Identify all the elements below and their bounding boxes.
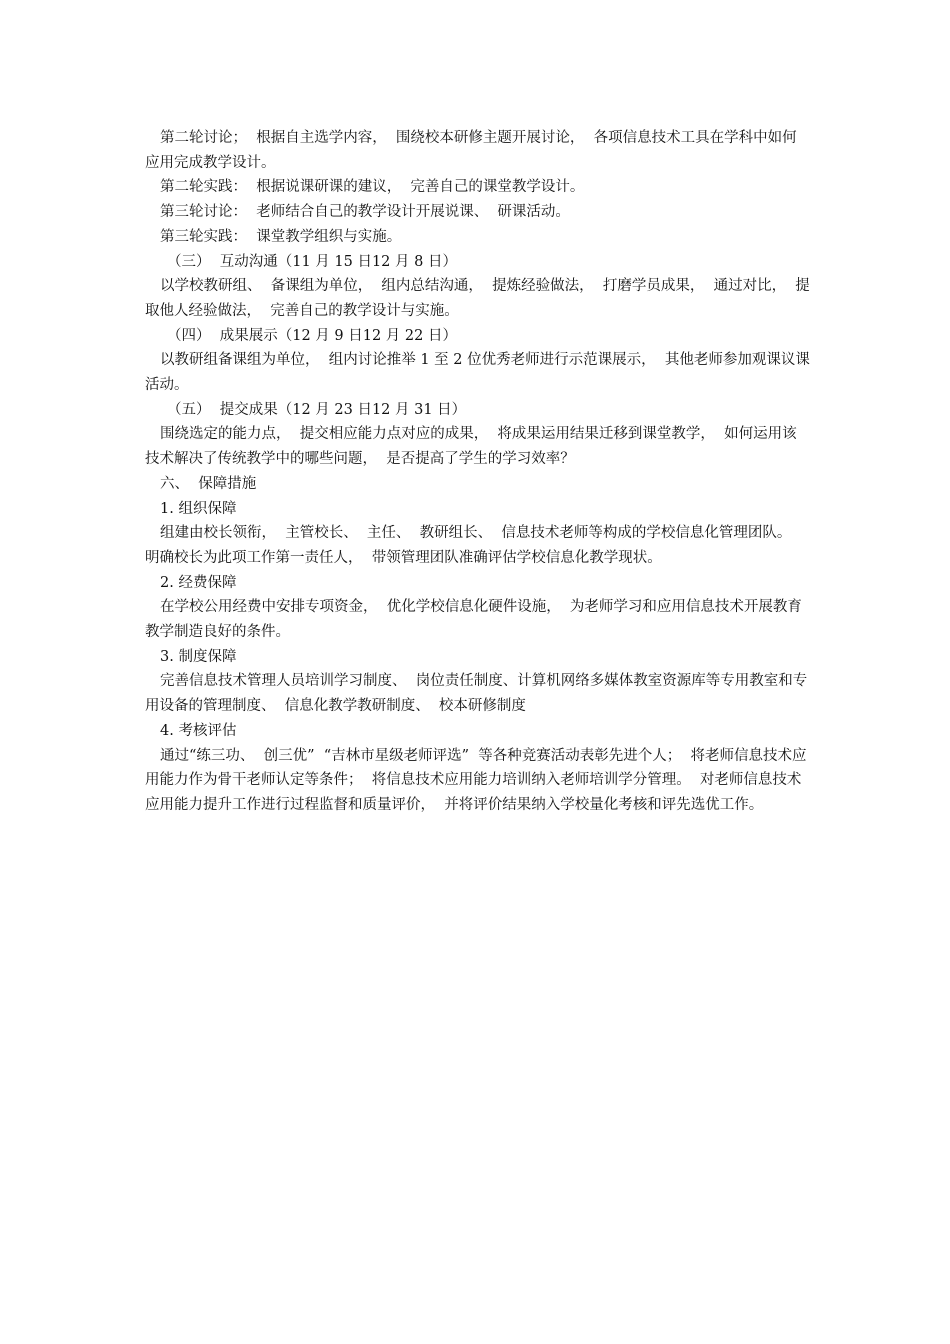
subsection-heading: 1. 组织保障	[160, 500, 237, 517]
section-heading: （五） 提交成果（12 月 23 日12 月 31 日）	[167, 401, 467, 418]
paragraph: 完善信息技术管理人员培训学习制度、 岗位责任制度、计算机网络多媒体教室资源库等专用教室和专用设备的管理制度、 信息化教学教研制度、 校本研修制度	[145, 673, 808, 715]
subsection-heading: 4. 考核评估	[160, 722, 237, 739]
subsection-heading: 2. 经费保障	[160, 574, 237, 591]
section-heading: （三） 互动沟通（11 月 15 日12 月 8 日）	[167, 253, 457, 270]
paragraph: 第三轮实践： 课堂教学组织与实施。	[160, 228, 402, 245]
paragraph: 围绕选定的能力点， 提交相应能力点对应的成果， 将成果运用结果迁移到课堂教学， 如何运用该技术解决了传统教学中的哪些问题， 是否提高了学生的学习效率？	[145, 426, 797, 468]
paragraph: 以学校教研组、 备课组为单位， 组内总结沟通， 提炼经验做法， 打磨学员成果， 通过对比， 提取他人经验做法， 完善自己的教学设计与实施。	[145, 278, 810, 319]
subsection-heading: 3. 制度保障	[160, 648, 237, 665]
paragraph: 第二轮讨论； 根据自主选学内容， 围绕校本研修主题开展讨论， 各项信息技术工具在学科中如何应用完成教学设计。	[145, 130, 797, 171]
paragraph: 组建由校长领衔， 主管校长、 主任、 教研组长、 信息技术老师等构成的学校信息化管理团队。 明确校长为此项工作第一责任人， 带领管理团队准确评估学校信息化教学现状。	[145, 525, 801, 566]
paragraph: 通过“练三功、 创三优” “吉林市星级老师评选” 等各种竞赛活动表彰先进个人； 将老师信息技术应用能力作为骨干老师认定等条件； 将信息技术应用能力培训纳入老师培训学分管理。 对老师信息技术应用能力提升工作进行过程监督和质量评价， 并将评价结果纳入学校量化考核和评先选优工作。	[145, 747, 807, 813]
paragraph: 以教研组备课组为单位， 组内讨论推举 1 至 2 位优秀老师进行示范课展示， 其他老师参加观课议课活动。	[145, 352, 810, 394]
paragraph: 第二轮实践： 根据说课研课的建议， 完善自己的课堂教学设计。	[160, 179, 585, 196]
section-heading: （四） 成果展示（12 月 9 日12 月 22 日）	[167, 327, 457, 344]
section-heading: 六、 保障措施	[160, 475, 257, 492]
document-body	[145, 126, 810, 818]
paragraph: 在学校公用经费中安排专项资金， 优化学校信息化硬件设施， 为老师学习和应用信息技术开展教育教学制造良好的条件。	[145, 599, 802, 641]
paragraph: 第三轮讨论： 老师结合自己的教学设计开展说课、 研课活动。	[160, 204, 570, 221]
